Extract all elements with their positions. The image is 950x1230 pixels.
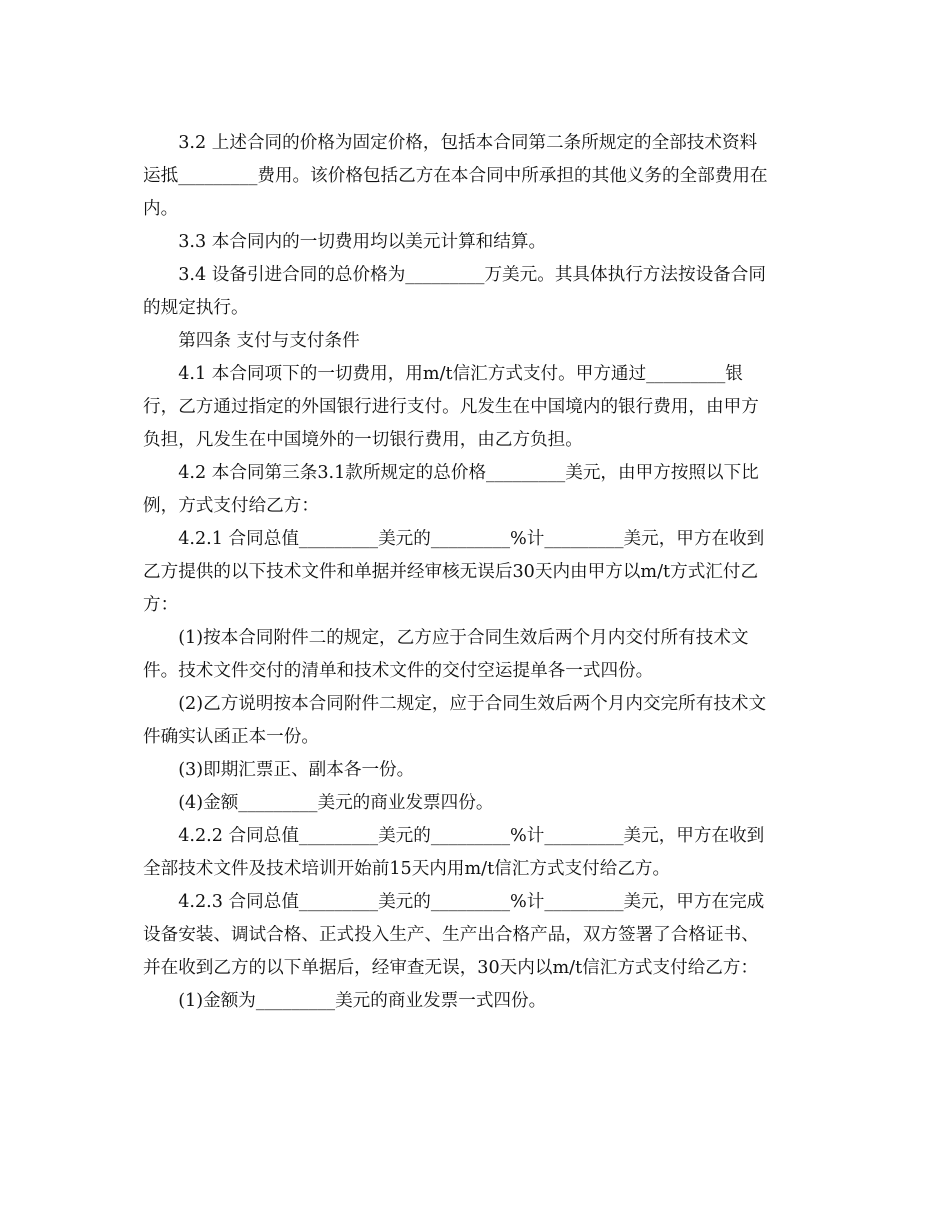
text-line: (1)金额为_________美元的商业发票一式四份。 [178, 991, 547, 1011]
paragraph-4-1 [143, 358, 811, 457]
text-line: 4.2.3 合同总值_________美元的_________%计_________美元，甲方在完成 [178, 892, 765, 912]
text-line: 3.3 本合同内的一切费用均以美元计算和结算。 [178, 232, 547, 252]
text-line: 件。技术文件交付的清单和技术文件的交付空运提单各一式四份。 [143, 661, 654, 681]
paragraph-4-2-2 [143, 820, 811, 886]
text-line: 全部技术文件及技术培训开始前15天内用m/t信汇方式支付给乙方。 [143, 859, 671, 879]
text-line: 3.2 上述合同的价格为固定价格，包括本合同第二条所规定的全部技术资料 [178, 133, 758, 153]
list-item-2 [143, 688, 811, 754]
text-line: 4.2 本合同第三条3.1款所规定的总价格_________美元，由甲方按照以下比 [178, 463, 759, 483]
text-line: 并在收到乙方的以下单据后，经审查无误，30天内以m/t信汇方式支付给乙方： [143, 958, 759, 978]
section-heading-article-4 [143, 325, 811, 358]
text-line: 设备安装、调试合格、正式投入生产、生产出合格产品，双方签署了合格证书、 [143, 925, 759, 945]
text-line: (2)乙方说明按本合同附件二规定，应于合同生效后两个月内交完所有技术文 [178, 694, 767, 714]
text-line: (3)即期汇票正、副本各一份。 [178, 760, 415, 780]
list-item-3 [143, 754, 811, 787]
list-item-1 [143, 622, 811, 688]
list-item-4 [143, 787, 811, 820]
paragraph-3-3 [143, 226, 811, 259]
text-line: 4.1 本合同项下的一切费用，用m/t信汇方式支付。甲方通过_________银 [178, 364, 743, 384]
text-line: 4.2.1 合同总值_________美元的_________%计_________美元，甲方在收到 [178, 529, 765, 549]
text-line: 运抵_________费用。该价格包括乙方在本合同中所承担的其他义务的全部费用在 [143, 166, 768, 186]
text-line: 4.2.2 合同总值_________美元的_________%计_________美元，甲方在收到 [178, 826, 765, 846]
text-line: 行，乙方通过指定的外国银行进行支付。凡发生在中国境内的银行费用，由甲方 [143, 397, 759, 417]
text-line: (4)金额_________美元的商业发票四份。 [178, 793, 494, 813]
paragraph-3-2 [143, 127, 811, 226]
paragraph-4-2 [143, 457, 811, 523]
text-line: 乙方提供的以下技术文件和单据并经审核无误后30天内由甲方以m/t方式汇付乙 [143, 562, 759, 582]
text-line: 负担，凡发生在中国境外的一切银行费用，由乙方负担。 [143, 430, 583, 450]
text-line: 内。 [143, 199, 179, 219]
text-line: 3.4 设备引进合同的总价格为_________万美元。其具体执行方法按设备合同 [178, 265, 766, 285]
text-line: 的规定执行。 [143, 298, 249, 318]
text-line: (1)按本合同附件二的规定，乙方应于合同生效后两个月内交付所有技术文 [178, 628, 749, 648]
text-line: 方： [143, 595, 179, 615]
document-body [143, 127, 811, 1018]
text-line: 第四条 支付与支付条件 [178, 331, 360, 351]
paragraph-4-2-3 [143, 886, 811, 985]
paragraph-3-4 [143, 259, 811, 325]
text-line: 例，方式支付给乙方： [143, 496, 319, 516]
list-item-1-b [143, 985, 811, 1018]
paragraph-4-2-1 [143, 523, 811, 622]
text-line: 件确实认函正本一份。 [143, 727, 319, 747]
